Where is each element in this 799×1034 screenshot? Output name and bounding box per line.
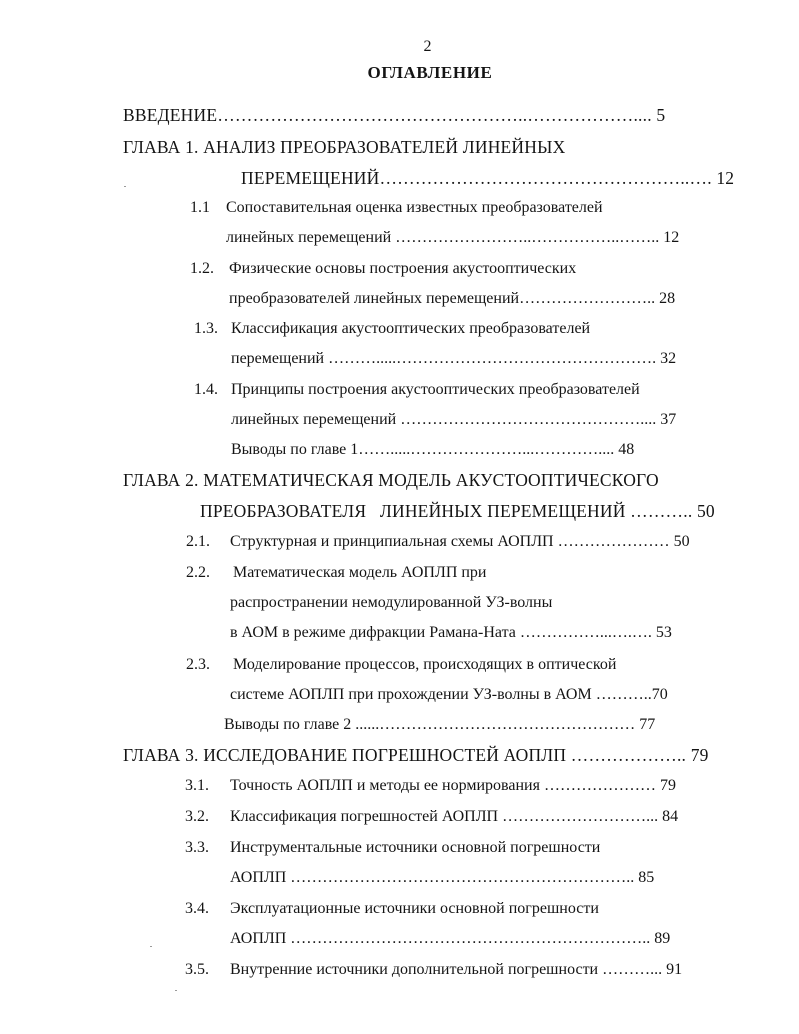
toc-section-3-3-line2: АОПЛП ……………………………………………………….. 85 <box>230 869 655 886</box>
toc-intro: ВВЕДЕНИЕ……………………………………………..……………….... 5 <box>123 105 666 125</box>
scan-speck <box>150 946 152 947</box>
toc-chapter-1-title-line2: ПЕРЕМЕЩЕНИЙ……………………………………………..…. 12 <box>241 168 735 188</box>
toc-section-2-1-line1: Структурная и принципиальная схемы АОПЛП ………………… 50 <box>230 533 690 550</box>
toc-section-1-2-line1: Физические основы построения акустооптических <box>229 260 577 277</box>
toc-section-3-4-line1: Эксплуатационные источники основной погрешности <box>230 900 599 917</box>
toc-section-number: 1.3. <box>194 320 218 337</box>
toc-section-number: 2.1. <box>186 533 210 550</box>
scan-speck <box>124 186 126 187</box>
toc-section-1-1-line1: Сопоставительная оценка известных преобразователей <box>226 199 603 216</box>
toc-section-number: 1.4. <box>194 381 218 398</box>
toc-section-1-2-line2: преобразователей линейных перемещений…………………….. 28 <box>229 290 676 307</box>
toc-section-2-2-line1: Математическая модель АОПЛП при <box>233 564 487 581</box>
toc-section-1-4-line1: Принципы построения акустооптических преобразователей <box>231 381 640 398</box>
toc-section-2-3-line2: системе АОПЛП при прохождении УЗ-волны в АОМ ………..70 <box>230 686 668 703</box>
toc-section-number: 3.2. <box>185 808 209 825</box>
toc-section-3-1-line1: Точность АОПЛП и методы ее нормирования ………………… 79 <box>230 777 676 794</box>
scan-speck <box>175 990 177 991</box>
toc-chapter-2-title-line2: ПРЕОБРАЗОВАТЕЛЯ ЛИНЕЙНЫХ ПЕРЕМЕЩЕНИЙ ……….. 50 <box>200 501 715 521</box>
toc-section-number: 1.2. <box>190 260 214 277</box>
toc-chapter-1-title-line1: ГЛАВА 1. АНАЛИЗ ПРЕОБРАЗОВАТЕЛЕЙ ЛИНЕЙНЫХ <box>123 137 566 157</box>
toc-section-number: 1.1 <box>190 199 210 216</box>
toc-section-2-3-line1: Моделирование процессов, происходящих в оптической <box>233 656 617 673</box>
toc-section-1-4-line2: линейных перемещений ……………………………………….... 37 <box>231 411 677 428</box>
toc-section-number: 3.4. <box>185 900 209 917</box>
toc-section-3-4-line2: АОПЛП ………………………………………………………….. 89 <box>230 930 671 947</box>
toc-section-conclusions-1: Выводы по главе 1…….....…………………...………….... 48 <box>231 441 635 458</box>
toc-section-number: 2.2. <box>186 564 210 581</box>
toc-section-1-3-line1: Классификация акустооптических преобразователей <box>231 320 591 337</box>
toc-section-3-2-line1: Классификация погрешностей АОПЛП ………………………... 84 <box>230 808 679 825</box>
toc-chapter-3-title: ГЛАВА 3. ИССЛЕДОВАНИЕ ПОГРЕШНОСТЕЙ АОПЛП ……………….. 79 <box>123 745 709 765</box>
toc-section-number: 2.3. <box>186 656 210 673</box>
toc-section-number: 3.5. <box>185 961 209 978</box>
toc-section-1-1-line2: линейных перемещений ……………………..……………..…….. 12 <box>226 229 680 246</box>
toc-section-conclusions-2: Выводы по главе 2 ......………………………………………… 77 <box>224 716 656 733</box>
toc-section-3-3-line1: Инструментальные источники основной погрешности <box>230 839 601 856</box>
toc-section-number: 3.3. <box>185 839 209 856</box>
toc-section-number: 3.1. <box>185 777 209 794</box>
page-number: 2 <box>423 38 432 55</box>
toc-section-3-5-line1: Внутренние источники дополнительной погрешности ………... 91 <box>230 961 683 978</box>
toc-section-2-2-line3: в АОМ в режиме дифракции Рамана-Ната ……………...….…. 53 <box>230 624 672 641</box>
toc-section-1-3-line2: перемещений ……….....…………………………………………. 32 <box>231 350 677 367</box>
toc-chapter-2-title-line1: ГЛАВА 2. МАТЕМАТИЧЕСКАЯ МОДЕЛЬ АКУСТООПТИЧЕСКОГО <box>123 470 659 490</box>
page-title: ОГЛАВЛЕНИЕ <box>367 63 493 82</box>
toc-section-2-2-line2: распространении немодулированной УЗ-волны <box>230 594 553 611</box>
